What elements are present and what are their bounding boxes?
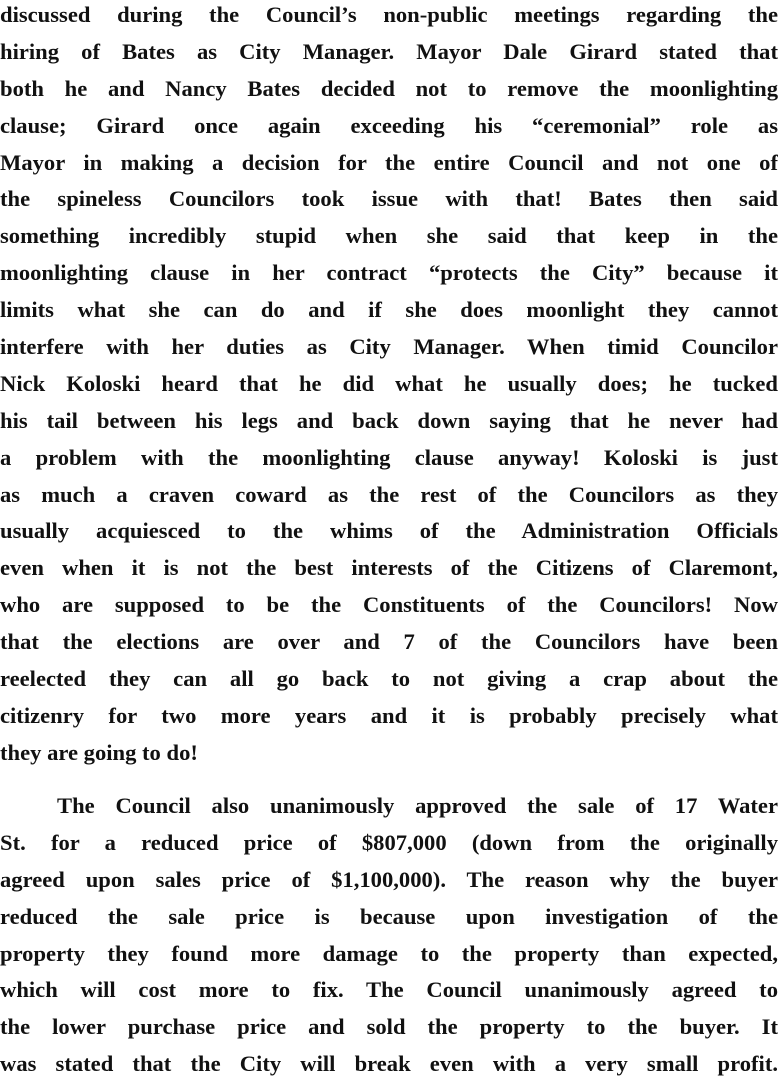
text-line: citizenry for two more years and it is probably precisely what <box>0 702 778 728</box>
text-line: limits what she can do and if she does moonlight they cannot <box>0 297 778 323</box>
paragraph-water-street-sale <box>0 788 778 1083</box>
text-line: was stated that the City will break even with a very small profit. <box>0 1051 778 1077</box>
text-line: the lower purchase price and sold the property to the buyer. It <box>0 1014 778 1040</box>
text-line: as much a craven coward as the rest of the Councilors as they <box>0 481 778 507</box>
text-line: clause; Girard once again exceeding his “ceremonial” role as <box>0 112 778 138</box>
text-line: reduced the sale price is because upon investigation of the <box>0 903 778 929</box>
text-line: The Council also unanimously approved the sale of 17 Water <box>57 793 778 818</box>
text-line: they are going to do! <box>0 739 198 765</box>
text-line: the spineless Councilors took issue with that! Bates then said <box>0 186 778 212</box>
text-line: usually acquiesced to the whims of the Administration Officials <box>0 518 778 544</box>
text-line: reelected they can all go back to not giving a crap about the <box>0 666 778 692</box>
text-line: Mayor in making a decision for the entire Council and not one of <box>0 149 778 175</box>
text-line: his tail between his legs and back down saying that he never had <box>0 407 778 433</box>
text-line: St. for a reduced price of $807,000 (down from the originally <box>0 829 778 855</box>
text-line: a problem with the moonlighting clause anyway! Koloski is just <box>0 444 778 470</box>
text-line: interfere with her duties as City Manager. When timid Councilor <box>0 334 778 360</box>
text-line: Nick Koloski heard that he did what he usually does; he tucked <box>0 370 778 396</box>
text-line: discussed during the Council’s non-public meetings regarding the <box>0 2 778 27</box>
text-line: hiring of Bates as City Manager. Mayor Dale Girard stated that <box>0 38 778 64</box>
text-line: even when it is not the best interests of the Citizens of Claremont, <box>0 555 778 581</box>
text-line: that the elections are over and 7 of the Councilors have been <box>0 629 778 655</box>
text-line: both he and Nancy Bates decided not to remove the moonlighting <box>0 75 778 101</box>
text-line: who are supposed to be the Constituents of the Councilors! Now <box>0 592 778 618</box>
text-line: agreed upon sales price of $1,100,000). The reason why the buyer <box>0 866 778 892</box>
text-line: something incredibly stupid when she said that keep in the <box>0 223 778 249</box>
text-line: property they found more damage to the property than expected, <box>0 940 778 966</box>
text-line: moonlighting clause in her contract “protects the City” because it <box>0 260 778 286</box>
text-line: which will cost more to fix. The Council unanimously agreed to <box>0 977 778 1003</box>
